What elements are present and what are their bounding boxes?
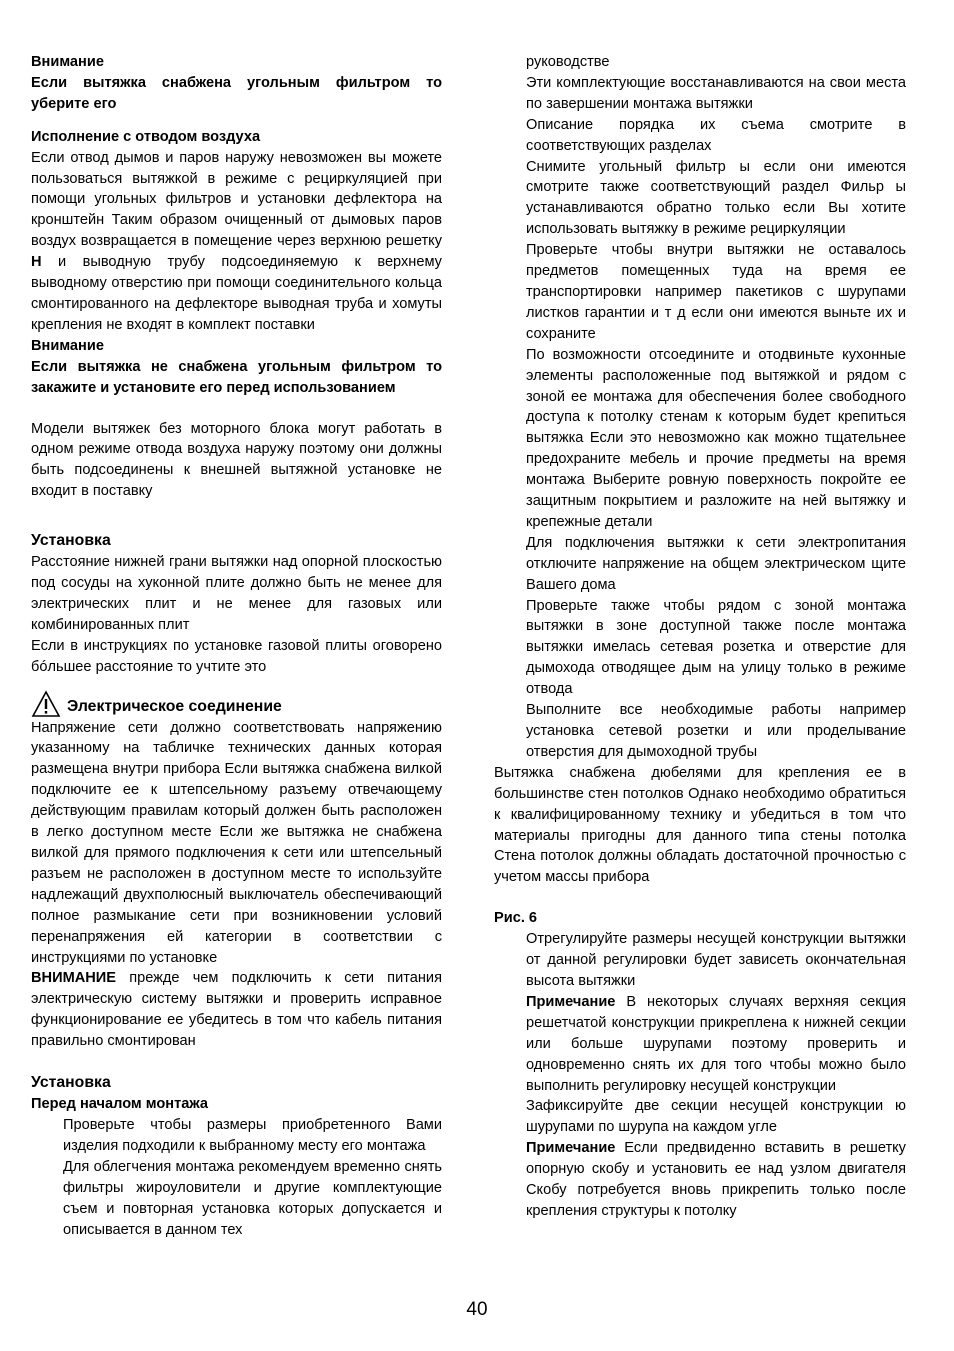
- note-label-2: Примечание: [526, 1140, 616, 1157]
- figure-title: Рис. 6: [494, 910, 538, 927]
- item-restore: Эти комплектующие восстанавливаются на свои места по завершении монтажа вытяжки: [526, 74, 906, 112]
- item-move-elements: По возможности отсоедините и отодвиньте кухонные элементы расположенные под вытяжкой и рядом с зоной ее монтажа для обеспечения более свободного доступа к потолку стенам к которым будет крепиться вытяжка Если это невозможно как можно тщательнее предохраните мебель и прочие предметы на время монтажа Выберите ровную поверхность покройте ее защитным покрытием и разложите на ней вытяжку и крепежные детали: [526, 346, 906, 530]
- note-text-1: В некоторых случаях верхняя секция решетчатой конструкции прикреплена к нижней секции или больше шурупами поэтому проверить и одновременно снять их для того чтобы можно было выполнить регулировку несущей конструкции: [526, 993, 906, 1094]
- models-paragraph: Модели вытяжек без моторного блока могут работать в одном режиме отвода воздуха наружу поэтому они должны быть подсоединены к внешней вытяжной установке не входит в поставку: [31, 420, 442, 500]
- before-item-size: Проверьте чтобы размеры приобретенного Вами изделия подходили к выбранному месту его монтажа: [63, 1116, 442, 1154]
- electric-title: Электрическое соединение: [67, 697, 282, 715]
- item-prepare-work: Выполните все необходимые работы например установка сетевой розетки и или проделывание отверстия для дымоходной трубы: [526, 702, 906, 760]
- warning-heading-2: Внимание: [31, 337, 104, 354]
- warning-heading: Внимание: [31, 54, 104, 70]
- attention-text: прежде чем подключить к сети питания электрическую систему вытяжки и проверить исправное функционирование ее убедитесь в том что кабель питания правильно смонтирован: [31, 970, 442, 1050]
- exhaust-text-part-a: Если отвод дымов и паров наружу невозможен вы можете пользоваться вытяжкой в режиме с рециркуляцией при помощи угольных фильтров и установки дефлектора на кронштейн Таким образом очищенный от дымовых паров воздух возвращается в помещение через верхнюю решетку: [31, 149, 442, 250]
- item-power-off: Для подключения вытяжки к сети электропитания отключите напряжение на общем электрическом щите Вашего дома: [526, 534, 906, 593]
- fig-step-adjust: Отрегулируйте размеры несущей конструкции вытяжки от данной регулировки будет зависеть окончательная высота вытяжки: [526, 931, 906, 989]
- fig-note-2: [494, 1138, 906, 1222]
- fig-step-fix: Зафиксируйте две секции несущей конструкции ю шурупами по шурупа на каждом угле: [526, 1098, 906, 1136]
- item-check-inside: Проверьте чтобы внутри вытяжки не оставалось предметов помещенных туда на время ее транспортировки например пакетиков с шурупами листков гарантии и т д если они имеются выньте их и сохраните: [526, 242, 906, 342]
- warning-text-2: Если вытяжка не снабжена угольным фильтром то закажите и установите его перед использованием: [31, 358, 442, 396]
- install-title: Установка: [31, 532, 111, 550]
- attention-paragraph: [31, 968, 442, 1052]
- warning-text: Если вытяжка снабжена угольным фильтром то уберите его: [31, 74, 442, 112]
- fig-note-1: [494, 992, 906, 1097]
- page-number: 40: [466, 1299, 488, 1320]
- exhaust-paragraph: [31, 148, 442, 336]
- before-item-filters: Для облегчения монтажа рекомендуем временно снять фильтры жироуловители и другие комплектующие съем и повторная установка которых допускается и описывается в данном тех: [63, 1158, 442, 1238]
- right-column: [494, 52, 906, 1222]
- exhaust-text-part-b: и выводную трубу подсоединяемую к верхнему выводному отверстию при помощи соединительного кольца смонтированного на дефлекторе выводная труба и хомуты крепления не входят в комплект поставки: [31, 254, 442, 333]
- attention-label: ВНИМАНИЕ: [31, 970, 117, 987]
- left-column: [31, 52, 442, 1240]
- note-text-2: Если предвиденно вставить в решетку опорную скобу и установить ее над узлом двигателя Скобу потребуется вновь прикрепить только после крепления структуры к потолку: [526, 1140, 906, 1219]
- grille-letter: H: [31, 254, 42, 271]
- install-title-2: Установка: [31, 1074, 111, 1092]
- before-install-title: Перед началом монтажа: [31, 1096, 208, 1113]
- install-gas-note: Если в инструкциях по установке газовой плиты оговорено бóльшее расстояние то учтите это: [31, 637, 442, 675]
- exhaust-section-title: Исполнение с отводом воздуха: [31, 128, 261, 145]
- continuation-word: руководстве: [526, 54, 610, 70]
- item-socket-check: Проверьте также чтобы рядом с зоной монтажа вытяжки в зоне доступной также после монтажа вытяжки имелась сетевая розетка и отверстие для дымохода отводящее дым на улицу только в режиме отвода: [526, 597, 906, 698]
- install-distance-paragraph: Расстояние нижней грани вытяжки над опорной плоскостью под сосуды на хуконной плите должно быть не менее для электрических плит и не менее для газовых или комбинированных плит: [31, 554, 442, 633]
- item-description: Описание порядка их съема смотрите в соответствующих разделах: [526, 116, 906, 154]
- note-label-1: Примечание: [526, 993, 616, 1010]
- electric-heading-row: [31, 690, 442, 718]
- electric-paragraph: Напряжение сети должно соответствовать напряжению указанному на табличке технических данных которая размещена внутри прибора Если вытяжка снабжена вилкой подключите ее к штепсельному разъему отвечающему действующим правилам который должен быть расположен в легко доступном месте Если же вытяжка не снабжена вилкой для прямого подключения к сети или штепсельный разъем не расположен в доступном месте то используйте надлежащий двухполюсный выключатель обеспечивающий полное размыкание сети при возникновении условий перенапряжения ей категории в соответствии с инструкциями по установке: [31, 719, 442, 966]
- dowels-paragraph: Вытяжка снабжена дюбелями для крепления ее в большинстве стен потолков Однако необходимо обратиться к квалифицированному технику и убедиться в том что материалы пригодны для данного типа стены потолка Стена потолок должны обладать достаточной прочностью с учетом массы прибора: [494, 764, 906, 886]
- warning-triangle-icon: [31, 690, 61, 718]
- item-carbon-filter: Снимите угольный фильтр ы если они имеются смотрите также соответствующий раздел Фильр ы устанавливаются обратно только если Вы хотите использовать вытяжку в режиме рециркуляции: [526, 158, 906, 238]
